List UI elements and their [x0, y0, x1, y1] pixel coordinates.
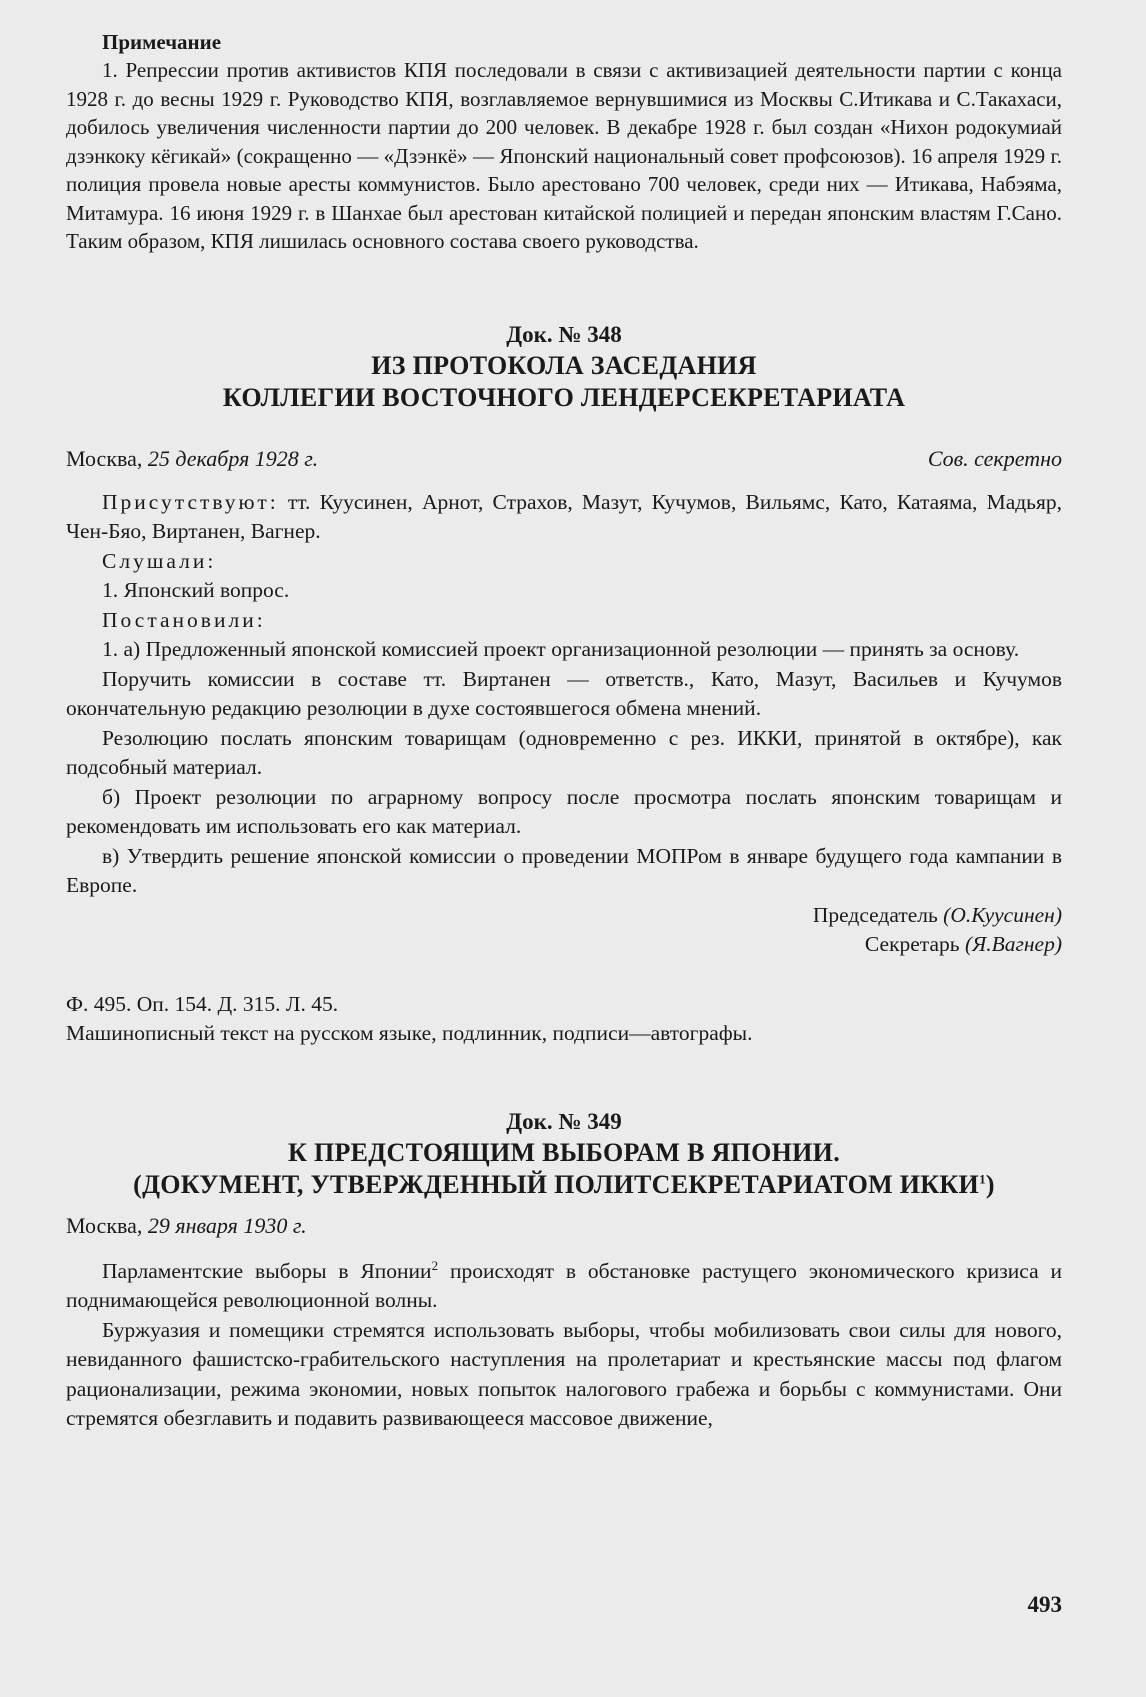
- archive-desc: Машинописный текст на русском языке, подлинник, подписи—автографы.: [66, 1021, 753, 1045]
- decision-a3: Резолюцию послать японским товарищам (одновременно с рез. ИККИ, принятой в октябре), как подсобный материал.: [66, 725, 1062, 779]
- doc-348-place-date: [66, 444, 318, 474]
- para1-b: происходят в обстановке растущего экономического кризиса и поднимающейся революционной волны.: [66, 1258, 1062, 1312]
- doc-349-date: 29 января 1930 г.: [147, 1212, 307, 1238]
- note-section: [66, 28, 1062, 256]
- doc-349-title-close: ): [985, 1169, 995, 1199]
- chair-signature: [66, 901, 1062, 931]
- note-title: Примечание: [102, 30, 222, 54]
- note-text: 1. Репрессии против активистов КПЯ последовали в связи с активизацией деятельности партии с конца 1928 г. до весны 1929 г. Руководство КПЯ, возглавляемое вернувшимися из Москвы С.Итикава и С.Такахаси, добилось увеличения численности партии до 200 человек. В декабре 1928 г. был создан «Нихон родокумиай дзэнкоку кёгикай» (сокращенно — «Дзэнкё» — Японский национальный совет профсоюзов). 16 апреля 1929 г. полиция провела новые аресты коммунистов. Было арестовано 700 человек, среди них — Итикава, Набэяма, Митамура. 16 июня 1929 г. в Шанхае был арестован китайской полицией и передан японским властям Г.Сано. Таким образом, КПЯ лишилась основного состава своего руководства.: [66, 58, 1062, 253]
- page-number: 493: [1027, 1592, 1062, 1617]
- present-label: Присутствуют:: [102, 489, 279, 514]
- para1-a: Парламентские выборы в Японии: [102, 1258, 432, 1283]
- doc-349-place-date: [66, 1211, 307, 1241]
- chair-label: Председатель: [812, 902, 938, 927]
- heard-item: 1. Японский вопрос.: [102, 578, 290, 602]
- doc-349-place: Москва,: [66, 1212, 143, 1238]
- decision-c: в) Утвердить решение японской комиссии о проведении МОПРом в январе будущего года кампании в Европе.: [66, 843, 1062, 897]
- doc-348-dateline: [66, 444, 1062, 474]
- page-content: [66, 28, 1062, 1434]
- decided-label: Постановили:: [102, 607, 266, 632]
- chair-name: (О.Куусинен): [943, 902, 1062, 927]
- doc-349-dateline: [66, 1211, 1062, 1241]
- secretary-name: (Я.Вагнер): [964, 932, 1062, 956]
- footnote-ref-1: 1: [979, 1170, 986, 1186]
- doc-348-date: 25 декабря 1928 г.: [147, 445, 319, 471]
- doc-349-title-line2-wrap: [66, 1169, 1062, 1201]
- doc-349-para2: Буржуазия и помещики стремятся использовать выборы, чтобы мобилизовать свои силы для нового, невиданного фашистско-грабительского наступления на пролетариат и крестьянские массы под флагом рационализации, режима экономии, новых попыток налогового грабежа и борьбы с коммунистами. Они стремятся обезглавить и подавить развивающееся массовое движение,: [66, 1317, 1062, 1430]
- doc-349-title-line2: (ДОКУМЕНТ, УТВЕРЖДЕННЫЙ ПОЛИТСЕКРЕТАРИАТОМ ИККИ: [133, 1169, 980, 1199]
- decision-b: б) Проект резолюции по аграрному вопросу после просмотра послать японским товарищам и рекомендовать им использовать его как материал.: [66, 784, 1062, 838]
- secretary-signature: [66, 930, 1062, 960]
- secretary-label: Секретарь: [864, 932, 960, 956]
- doc-349-title-line1: К ПРЕДСТОЯЩИМ ВЫБОРАМ В ЯПОНИИ.: [288, 1137, 840, 1167]
- doc-348-place: Москва,: [66, 445, 143, 471]
- present-text: тт. Куусинен, Арнот, Страхов, Мазут, Кучумов, Вильямс, Като, Катаяма, Мадьяр, Чен-Бяо, Виртанен, Вагнер.: [66, 489, 1062, 543]
- footnote-ref-2: 2: [431, 1257, 439, 1273]
- doc-348-title-line2: КОЛЛЕГИИ ВОСТОЧНОГО ЛЕНДЕРСЕКРЕТАРИАТА: [222, 382, 906, 412]
- doc-348-present: [66, 488, 1062, 547]
- archive-ref: Ф. 495. Оп. 154. Д. 315. Л. 45.: [66, 991, 339, 1016]
- doc-348-title-line1: ИЗ ПРОТОКОЛА ЗАСЕДАНИЯ: [371, 350, 757, 380]
- decision-a: 1. а) Предложенный японской комиссией проект организационной резолюции — принять за основу.: [102, 637, 1020, 661]
- decision-a2: Поручить комиссии в составе тт. Виртанен — ответств., Като, Мазут, Васильев и Кучумов окончательную редакцию резолюции в духе состоявшегося обмена мнений.: [66, 666, 1062, 720]
- doc-349-para1: [66, 1257, 1062, 1316]
- heard-label: Слушали:: [102, 548, 217, 573]
- doc-349-number: Док. № 349: [506, 1108, 622, 1134]
- doc-348-number: Док. № 348: [506, 321, 622, 347]
- doc-348: [66, 320, 1062, 1049]
- doc-348-classification: Сов. секретно: [927, 445, 1062, 471]
- doc-348-archive: [66, 990, 1062, 1049]
- doc-349: [66, 1107, 1062, 1434]
